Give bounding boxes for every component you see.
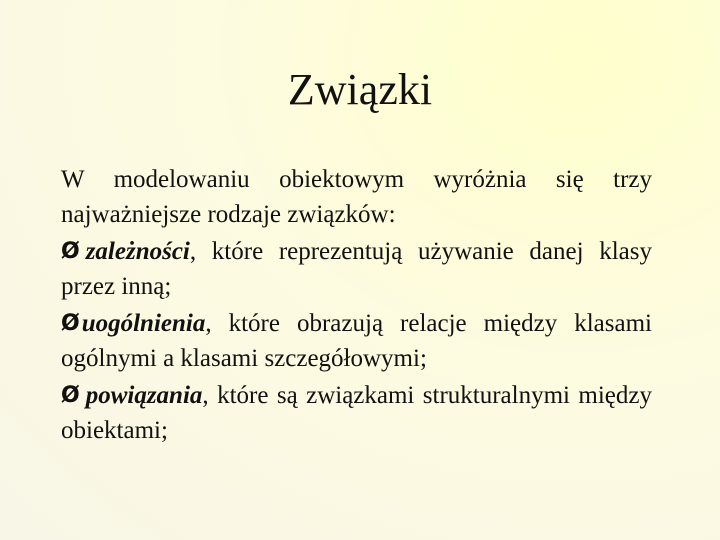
- bullet-item-powiazania: [61, 378, 652, 448]
- bullet-text: , które obrazują relacje między klasami ogólnymi a klasami szczegółowymi;: [61, 310, 652, 372]
- bullet-term: zależności: [85, 238, 190, 265]
- bullet-term: uogólnienia: [81, 310, 206, 337]
- arrow-bullet-icon: Ø: [61, 383, 80, 408]
- slide-title: Związki: [287, 65, 433, 114]
- bullet-item-uogolnienia: [61, 306, 652, 376]
- bullet-term: powiązania: [85, 382, 203, 409]
- bullet-item-zaleznosci: [61, 234, 652, 304]
- intro-paragraph: W modelowaniu obiektowym wyróżnia się trzy najważniejsze rodzaje związków:: [61, 166, 652, 228]
- bullet-text: , które reprezentują używanie danej klasy przez inną;: [61, 238, 652, 300]
- bullet-text: , które są związkami strukturalnymi między obiektami;: [61, 382, 652, 444]
- arrow-bullet-icon: Ø: [61, 311, 80, 336]
- arrow-bullet-icon: Ø: [61, 239, 80, 264]
- slide-body: [61, 162, 652, 450]
